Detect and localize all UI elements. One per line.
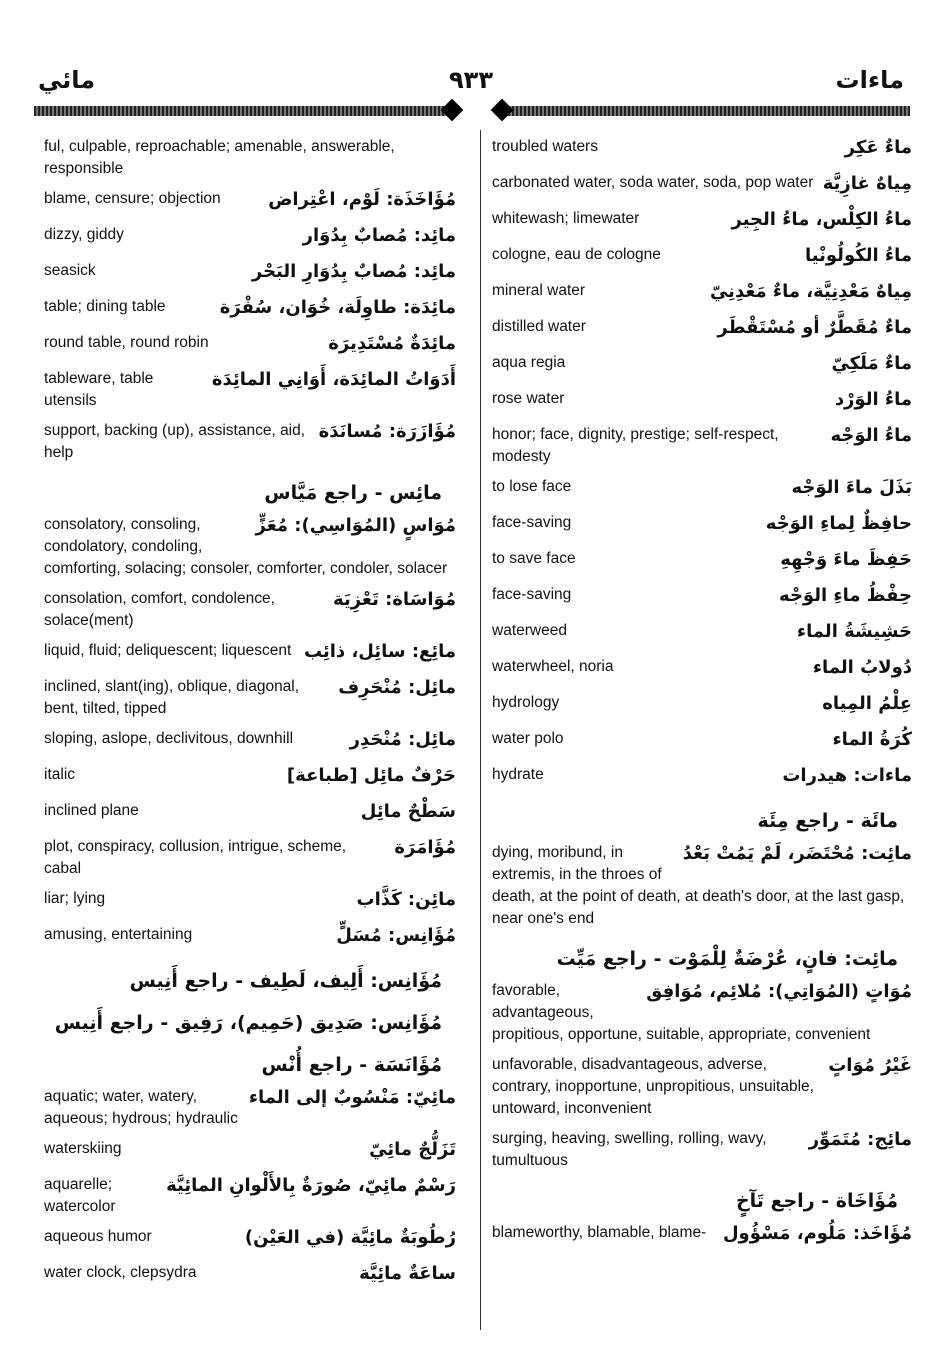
- arabic-headword: مُوَاسٍ (المُوَاسِي): مُعَزٍّ: [255, 515, 456, 536]
- column-divider: [480, 130, 481, 1330]
- dictionary-entry: [44, 464, 456, 506]
- arabic-headword: مُؤَانِس: مُسَلٍّ: [336, 925, 456, 946]
- dictionary-entry: [44, 756, 456, 792]
- dictionary-entry: [492, 164, 912, 200]
- arabic-headword: ماءٌ مُقَطَّرٌ أو مُسْتَقْطَر: [717, 317, 912, 338]
- page-number: ٩٣٣: [449, 66, 493, 94]
- dictionary-entry: [492, 930, 912, 972]
- arabic-headword: ماءُ الوَجْه: [830, 425, 912, 446]
- arabic-headword: مائِل: مُنْحَرِف: [338, 677, 456, 698]
- dictionary-entry: [492, 612, 912, 648]
- dictionary-entry: [492, 200, 912, 236]
- arabic-headword: مُوَاتٍ (المُوَاتِي): مُلائِم، مُوَافِق: [646, 981, 912, 1002]
- dictionary-entry: [492, 272, 912, 308]
- dictionary-entry: [44, 252, 456, 288]
- arabic-headword: مُؤَاخَذَة: لَوْم، اعْتِراض: [268, 189, 456, 210]
- arabic-headword: مائِد: مُصابٌ بِدُوَارِ البَحْر: [251, 261, 456, 282]
- dictionary-entry: [44, 128, 456, 180]
- arabic-headword: مائِدَة: طاوِلَة، خُوَان، سُفْرَة: [219, 297, 456, 318]
- arabic-headword: غَيْرُ مُوَاتٍ: [828, 1055, 912, 1076]
- dictionary-entry: [492, 576, 912, 612]
- dictionary-entry: [44, 952, 456, 994]
- arabic-headword: مِياهٌ غازِيَّة: [822, 173, 912, 194]
- english-definition: hydrate: [492, 766, 544, 783]
- dictionary-entry: [44, 1078, 456, 1130]
- english-definition: whitewash; limewater: [492, 210, 640, 227]
- left-column: [44, 128, 456, 1290]
- dictionary-entry: [492, 1172, 912, 1214]
- english-definition: troubled waters: [492, 138, 598, 155]
- english-definition: aquarelle; watercolor: [44, 1176, 116, 1215]
- english-definition: waterskiing: [44, 1140, 122, 1157]
- arabic-headword: دُولابُ الماء: [812, 657, 912, 678]
- english-definition: face-saving: [492, 514, 572, 531]
- header-word-left: مائي: [38, 66, 96, 94]
- english-definition: blame, censure; objection: [44, 190, 221, 207]
- arabic-headword: مُؤَامَرَة: [394, 837, 456, 858]
- dictionary-entry: [492, 344, 912, 380]
- english-definition: table; dining table: [44, 298, 166, 315]
- arabic-headword: ماءُ الوَرْد: [834, 389, 912, 410]
- english-definition: dying, moribund, in extremis, in the throes of death, at the point of death, at death's door, at the last gasp, near one's end: [492, 844, 905, 927]
- dictionary-entry: [44, 412, 456, 464]
- rule-bar: [504, 106, 910, 116]
- english-definition: carbonated water, soda water, soda, pop water: [492, 174, 814, 191]
- arabic-headword: مائِج: مُتَمَوِّر: [808, 1129, 912, 1150]
- dictionary-entry: [492, 380, 912, 416]
- english-definition: rose water: [492, 390, 565, 407]
- dictionary-entry: [492, 468, 912, 504]
- english-definition: sloping, aslope, declivitous, downhill: [44, 730, 294, 747]
- dictionary-entry: [492, 834, 912, 930]
- dictionary-entry: [44, 1218, 456, 1254]
- dictionary-entry: [44, 1130, 456, 1166]
- dictionary-entry: [44, 180, 456, 216]
- english-definition: hydrology: [492, 694, 560, 711]
- english-definition: inclined plane: [44, 802, 139, 819]
- header-rule-left: [34, 100, 464, 122]
- arabic-headword: ماءُ الكِلْس، ماءُ الجِير: [731, 209, 912, 230]
- arabic-headword: مُؤَانِس: أَلِيف، لَطِيف - راجع أَنِيس: [129, 970, 442, 992]
- english-definition: inclined, slant(ing), oblique, diagonal, bent, tilted, tipped: [44, 678, 300, 717]
- english-definition: tableware, table utensils: [44, 370, 154, 409]
- english-definition: water polo: [492, 730, 564, 747]
- english-definition: distilled water: [492, 318, 586, 335]
- header-rule-right: [490, 100, 910, 122]
- arabic-headword: عِلْمُ المِياه: [822, 693, 912, 714]
- english-definition: ful, culpable, reproachable; amenable, answerable, responsible: [44, 138, 395, 177]
- arabic-headword: حافِظٌ لِماءِ الوَجْه: [765, 513, 912, 534]
- english-definition: unfavorable, disadvantageous, adverse, contrary, inopportune, unpropitious, unsuitable, untoward, inconvenient: [492, 1056, 814, 1117]
- arabic-headword: مائِع: سائِل، ذائِب: [303, 641, 456, 662]
- dictionary-entry: [492, 756, 912, 792]
- english-definition: honor; face, dignity, prestige; self-respect, modesty: [492, 426, 779, 465]
- arabic-headword: مائَة - راجع مِئَة: [757, 810, 898, 832]
- english-definition: water clock, clepsydra: [44, 1264, 197, 1281]
- arabic-headword: ساعَةٌ مائِيَّة: [359, 1263, 456, 1284]
- right-column: [492, 128, 912, 1250]
- dictionary-entry: [44, 360, 456, 412]
- arabic-headword: مائِس - راجع مَيَّاس: [264, 482, 442, 504]
- arabic-headword: مُؤَاخَذ: مَلُوم، مَسْؤُول: [722, 1223, 912, 1244]
- dictionary-entry: [44, 792, 456, 828]
- english-definition: seasick: [44, 262, 96, 279]
- arabic-headword: سَطْحٌ مائِل: [360, 801, 456, 822]
- dictionary-entry: [44, 580, 456, 632]
- dictionary-entry: [44, 288, 456, 324]
- rule-bar: [34, 106, 450, 116]
- english-definition: round table, round robin: [44, 334, 209, 351]
- english-definition: waterwheel, noria: [492, 658, 614, 675]
- arabic-headword: كُرَةُ الماء: [832, 729, 912, 750]
- dictionary-entry: [492, 236, 912, 272]
- english-definition: dizzy, giddy: [44, 226, 124, 243]
- dictionary-entry: [492, 648, 912, 684]
- dictionary-entry: [492, 416, 912, 468]
- dictionary-entry: [492, 308, 912, 344]
- dictionary-entry: [44, 880, 456, 916]
- dictionary-entry: [492, 972, 912, 1046]
- dictionary-entry: [44, 216, 456, 252]
- arabic-headword: حَرْفٌ مائِل [طباعة]: [286, 765, 456, 786]
- dictionary-entry: [44, 1254, 456, 1290]
- arabic-headword: مُؤَاخَاة - راجع تَآخٍ: [735, 1190, 898, 1212]
- arabic-headword: مائِل: مُنْحَدِر: [349, 729, 456, 750]
- english-definition: plot, conspiracy, collusion, intrigue, scheme, cabal: [44, 838, 347, 877]
- english-definition: italic: [44, 766, 76, 783]
- english-definition: consolation, comfort, condolence, solace(ment): [44, 590, 275, 629]
- dictionary-entry: [492, 128, 912, 164]
- arabic-headword: مائِيّ: مَنْسُوبٌ إلى الماء: [248, 1087, 456, 1108]
- dictionary-entry: [492, 540, 912, 576]
- english-definition: liar; lying: [44, 890, 106, 907]
- english-definition: to save face: [492, 550, 576, 567]
- english-definition: consolatory, consoling, condolatory, condoling, comforting, solacing; consoler, comforter, condoler, solacer: [44, 516, 448, 577]
- dictionary-entry: [44, 668, 456, 720]
- arabic-headword: تَزَلُّجٌ مائِيّ: [369, 1139, 456, 1160]
- dictionary-entry: [44, 720, 456, 756]
- arabic-headword: ماءات: هيدرات: [782, 765, 912, 786]
- arabic-headword: مائِت: مُحْتَضَر، لَمْ يَمُتْ بَعْدُ: [682, 843, 912, 864]
- arabic-headword: ماءُ الكُولُونْيا: [805, 245, 912, 266]
- arabic-headword: أَدَوَاتُ المائِدَة، أَوَانِي المائِدَة: [211, 369, 456, 390]
- dictionary-entry: [492, 504, 912, 540]
- arabic-headword: مُوَاسَاة: تَعْزِيَة: [333, 589, 456, 610]
- english-definition: favorable, advantageous, propitious, opportune, suitable, appropriate, convenient: [492, 982, 871, 1043]
- arabic-headword: حَفِظَ ماءَ وَجْهِهِ: [780, 549, 912, 570]
- arabic-headword: مِياهٌ مَعْدِنِيَّة، ماءٌ مَعْدِنِيّ: [709, 281, 912, 302]
- arabic-headword: مُؤَازَرَة: مُسانَدَة: [318, 421, 456, 442]
- diamond-ornament-icon: [441, 99, 464, 122]
- english-definition: to lose face: [492, 478, 572, 495]
- english-definition: support, backing (up), assistance, aid, help: [44, 422, 306, 461]
- arabic-headword: ماءٌ مَلَكِيّ: [831, 353, 912, 374]
- header-word-right: ماءات: [835, 66, 904, 94]
- arabic-headword: مُؤَانِس: صَدِيق (حَمِيم)، رَفِيق - راجع أَنِيس: [54, 1012, 442, 1034]
- english-definition: aqua regia: [492, 354, 566, 371]
- english-definition: aqueous humor: [44, 1228, 152, 1245]
- arabic-headword: مُؤَانَسَة - راجع أُنْس: [261, 1054, 442, 1076]
- diamond-ornament-icon: [491, 99, 514, 122]
- arabic-headword: حِفْظُ ماءِ الوَجْه: [779, 585, 912, 606]
- english-definition: surging, heaving, swelling, rolling, wavy, tumultuous: [492, 1130, 767, 1169]
- dictionary-entry: [492, 1046, 912, 1120]
- english-definition: blameworthy, blamable, blame-: [492, 1224, 707, 1241]
- dictionary-entry: [44, 1166, 456, 1218]
- dictionary-entry: [44, 506, 456, 580]
- arabic-headword: رَسْمٌ مائِيّ، صُورَةٌ بِالأَلْوانِ المائِيَّة: [166, 1175, 456, 1196]
- english-definition: face-saving: [492, 586, 572, 603]
- dictionary-entry: [44, 632, 456, 668]
- arabic-headword: مائِد: مُصابٌ بِدُوَار: [302, 225, 456, 246]
- dictionary-entry: [492, 792, 912, 834]
- arabic-headword: مائِدَةٌ مُسْتَدِيرَة: [328, 333, 456, 354]
- english-definition: amusing, entertaining: [44, 926, 193, 943]
- english-definition: aquatic; water, watery, aqueous; hydrous; hydraulic: [44, 1088, 238, 1127]
- english-definition: liquid, fluid; deliquescent; liquescent: [44, 642, 292, 659]
- dictionary-entry: [44, 828, 456, 880]
- english-definition: mineral water: [492, 282, 586, 299]
- arabic-headword: رُطُوبَةٌ مائِيَّة (في العَيْن): [244, 1227, 456, 1248]
- dictionary-entry: [492, 720, 912, 756]
- dictionary-entry: [492, 684, 912, 720]
- arabic-headword: مائِت: فانٍ، عُرْضَةٌ لِلْمَوْت - راجع مَيِّت: [556, 948, 898, 970]
- arabic-headword: مائِن: كَذَّاب: [356, 889, 456, 910]
- arabic-headword: حَشِيشَةُ الماء: [796, 621, 912, 642]
- dictionary-entry: [492, 1120, 912, 1172]
- arabic-headword: ماءٌ عَكِر: [844, 137, 912, 158]
- english-definition: cologne, eau de cologne: [492, 246, 661, 263]
- dictionary-entry: [44, 994, 456, 1036]
- dictionary-entry: [44, 324, 456, 360]
- arabic-headword: بَذَلَ ماءَ الوَجْه: [791, 477, 912, 498]
- dictionary-entry: [492, 1214, 912, 1250]
- english-definition: waterweed: [492, 622, 567, 639]
- dictionary-entry: [44, 916, 456, 952]
- dictionary-entry: [44, 1036, 456, 1078]
